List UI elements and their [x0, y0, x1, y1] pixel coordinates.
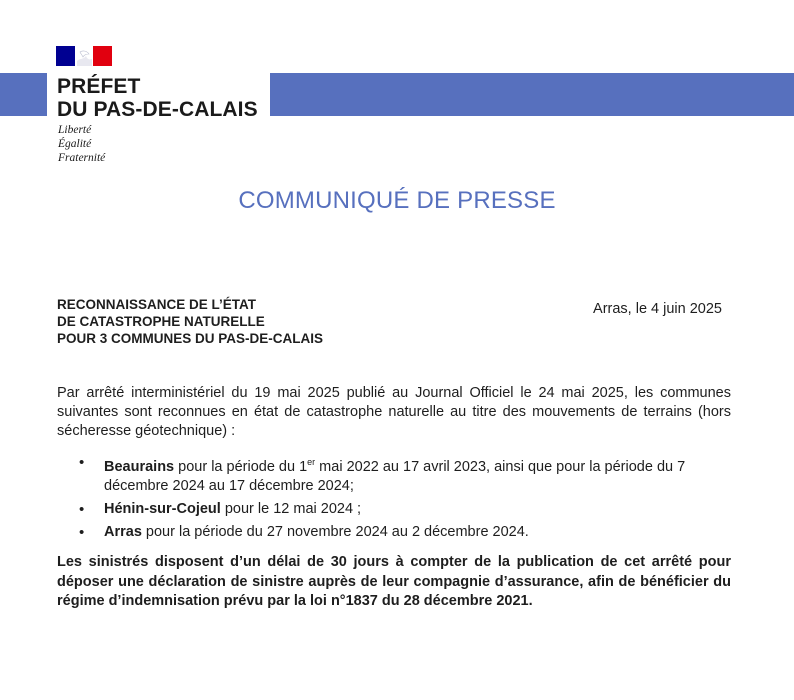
communes-list [57, 453, 737, 546]
dateline: Arras, le 4 juin 2025 [593, 301, 722, 317]
motto-egalite: Égalité [58, 138, 92, 150]
commune-name: Hénin-sur-Cojeul [104, 500, 221, 517]
prefecture-name [57, 75, 258, 121]
subject-line: RECONNAISSANCE DE L’ÉTAT [57, 297, 257, 312]
commune-period: pour la période du 27 novembre 2024 au 2 décembre 2024. [141, 523, 529, 540]
motto-liberte: Liberté [58, 124, 92, 136]
list-item [57, 523, 737, 542]
list-item [57, 453, 737, 496]
republic-motto [58, 123, 105, 165]
motto-fraternite: Fraternité [58, 152, 106, 164]
marianne-flag-icon [56, 46, 112, 66]
subject-heading [57, 296, 323, 347]
prefecture-name-line2: DU PAS-DE-CALAIS [57, 98, 258, 121]
intro-paragraph: Par arrêté interministériel du 19 mai 2025 publié au Journal Officiel le 24 mai 2025, les communes suivantes sont reconnues en état de catastrophe naturelle au titre des mouvements de terrains (hors sécheresse géotechnique) : [57, 385, 731, 439]
ordinal-suffix: er [307, 457, 316, 467]
prefecture-logo [47, 46, 270, 164]
press-release-title: COMMUNIQUÉ DE PRESSE [238, 187, 556, 214]
subject-line: POUR 3 COMMUNES DU PAS-DE-CALAIS [57, 331, 324, 346]
commune-period: mai 2022 au 17 avril 2023, ainsi que pour la période du 7 décembre 2024 au 17 décembre 2024; [104, 458, 686, 494]
prefecture-name-line1: PRÉFET [57, 75, 141, 98]
list-item [57, 500, 737, 519]
commune-period: pour la période du 1 [174, 458, 308, 475]
closing-paragraph: Les sinistrés disposent d’un délai de 30 jours à compter de la publication de cet arrêté pour déposer une déclaration de sinistre auprès de leur compagnie d’assurance, afin de bénéficier du régime d’indemnisation prévu par la loi n°1837 du 28 décembre 2021. [57, 554, 731, 609]
subject-line: DE CATASTROPHE NATURELLE [57, 314, 265, 329]
commune-period: pour le 12 mai 2024 ; [220, 500, 362, 517]
commune-name: Arras [104, 523, 142, 540]
commune-name: Beaurains [104, 458, 175, 475]
